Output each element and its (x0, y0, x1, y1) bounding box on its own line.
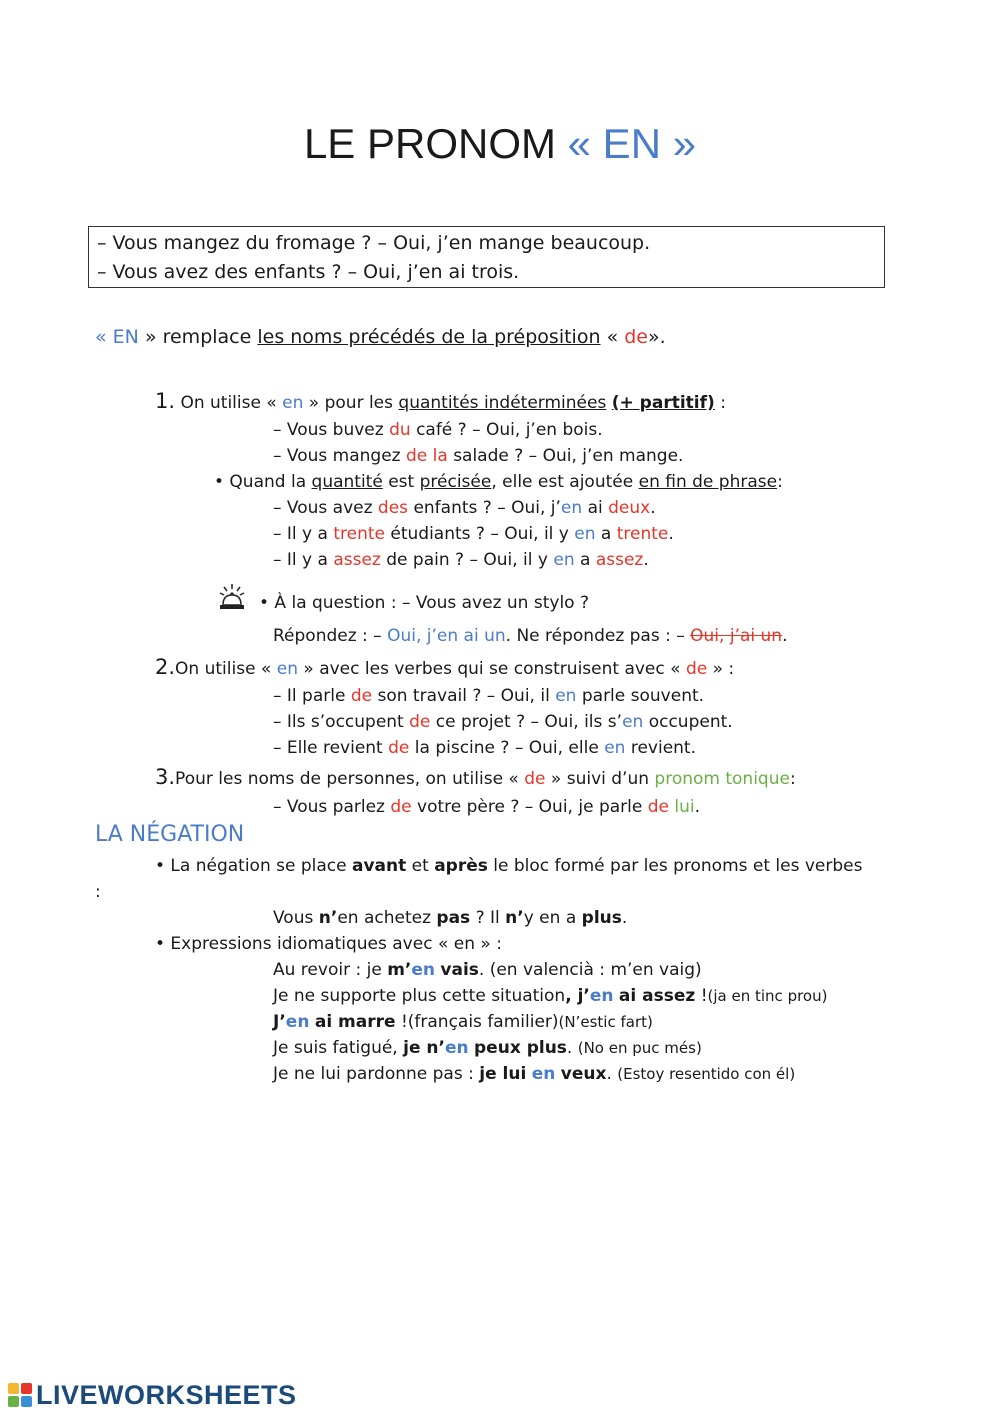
title-highlight: « EN » (567, 120, 697, 167)
quote-close: ». (647, 326, 666, 348)
s2-example-1 (273, 684, 704, 708)
text: » pour les (308, 393, 393, 413)
de-word: de (388, 738, 410, 758)
text: : (789, 769, 796, 789)
bold-text: peux plus (474, 1038, 567, 1058)
text: ai (587, 498, 603, 518)
quantity-word: trente (333, 524, 385, 544)
translation: (Estoy resentido con él) (617, 1065, 796, 1083)
text: • Quand la (214, 472, 307, 492)
correct-answer: Oui, j’en ai un (387, 626, 506, 646)
en-word: en (560, 498, 583, 518)
s1-example-1 (273, 418, 603, 442)
en-word: en (411, 960, 435, 980)
negation-line-1 (155, 854, 862, 878)
quantity-word: des (377, 498, 409, 518)
de-word: de (685, 659, 708, 679)
en-word: en (276, 659, 298, 679)
text: café ? – Oui, j’en bois. (416, 420, 603, 440)
bold-text: ai marre (314, 1012, 396, 1032)
text: On utilise « (175, 659, 272, 679)
text: Répondez : – (273, 626, 382, 646)
text: Je ne lui pardonne pas : (273, 1064, 474, 1084)
quantity-word: assez (333, 550, 381, 570)
en-word: en (553, 550, 575, 570)
text: a (600, 524, 612, 544)
de-word: de (350, 686, 373, 706)
section-number: 1. (155, 389, 176, 413)
s2-example-2 (273, 710, 733, 734)
text: son travail ? – Oui, il (377, 686, 550, 706)
text: parle souvent. (581, 686, 705, 706)
text: de pain ? – Oui, il y (386, 550, 548, 570)
section-number: 2. (155, 655, 176, 679)
example-line-2: – Vous avez des enfants ? – Oui, j’en ai trois. (97, 261, 520, 283)
text: : (720, 393, 726, 413)
quote-open: « (606, 326, 619, 348)
underlined-text: quantité (311, 472, 383, 492)
bold-text: après (434, 856, 488, 876)
text: . (650, 498, 656, 518)
en-word: en (574, 524, 596, 544)
title-main: LE PRONOM (303, 120, 556, 167)
text: en achetez (337, 908, 431, 928)
text: • La négation se place (155, 856, 347, 876)
text: . (668, 524, 674, 544)
en-word: en (604, 738, 626, 758)
en-word: en (622, 712, 644, 732)
translation: . (en valencià : m’en vaig) (478, 960, 702, 980)
text: – Il y a (273, 550, 328, 570)
quantity-word: assez (595, 550, 644, 570)
underlined-text: précisée (419, 472, 492, 492)
partitive-word: de la (405, 446, 448, 466)
de-word: de (390, 797, 412, 817)
text: salade ? – Oui, j’en mange. (453, 446, 684, 466)
bell-icon (218, 582, 252, 612)
bold-text: , j’ (565, 986, 590, 1006)
text: » remplace (144, 326, 252, 348)
bold-underlined-text: (+ partitif) (611, 393, 715, 413)
en-word: en (555, 686, 577, 706)
text: » suivi d’un (550, 769, 649, 789)
s1-note: • À la question : – Vous avez un stylo ? (259, 593, 589, 613)
text: . (782, 626, 788, 646)
text: : (777, 472, 783, 492)
underlined-text: les noms précédés de la préposition (257, 326, 601, 348)
text: – Vous buvez (273, 420, 384, 440)
section-number: 3. (155, 765, 176, 789)
translation: (N’estic fart) (558, 1013, 653, 1031)
wrong-answer: Oui, j’ai un (690, 626, 783, 646)
text: le bloc formé par les pronoms et les verbes (493, 856, 863, 876)
en-word: en (285, 1012, 310, 1032)
s1-example-5 (273, 548, 649, 572)
liveworksheets-logo-icon (8, 1383, 32, 1407)
text: ? Il (475, 908, 500, 928)
footer-brand[interactable] (8, 1378, 297, 1412)
idiom-3 (273, 1010, 653, 1034)
footer-brand-text: LIVEWORKSHEETS (36, 1379, 297, 1410)
translation: (ja en tinc prou) (707, 987, 828, 1005)
text: On utilise « (180, 393, 277, 413)
text: a (580, 550, 591, 570)
en-word: en (444, 1038, 469, 1058)
text: » : (712, 659, 735, 679)
bold-text: je n’ (403, 1038, 445, 1058)
text: votre père ? – Oui, je parle (417, 797, 643, 817)
text: . Ne répondez pas : – (505, 626, 685, 646)
negation-colon: : (95, 882, 101, 902)
quote-open: « (95, 326, 107, 348)
idiom-2 (273, 984, 827, 1008)
en-word: en (282, 393, 304, 413)
en-word: EN (112, 326, 139, 348)
text: – Il parle (273, 686, 346, 706)
text: » avec les verbes qui se construisent avec « (303, 659, 681, 679)
de-word: de (409, 712, 431, 732)
text: ce projet ? – Oui, ils s’ (435, 712, 623, 732)
bold-text: m’ (387, 960, 412, 980)
de-word: de (624, 326, 648, 348)
text: enfants ? – Oui, j’ (413, 498, 561, 518)
s1-example-4 (273, 522, 674, 546)
negation-line-3: • Expressions idiomatiques avec « en » : (155, 934, 502, 954)
s1-answer (273, 624, 787, 648)
text: Vous (273, 908, 314, 928)
idiom-4 (273, 1036, 702, 1060)
bold-text: plus (581, 908, 622, 928)
text: !(français familier) (400, 1012, 559, 1032)
text: ! (700, 986, 708, 1006)
text: . (643, 550, 649, 570)
text: . (606, 1064, 612, 1084)
negation-line-2 (273, 906, 627, 930)
text: – Ils s’occupent (273, 712, 404, 732)
text: occupent. (648, 712, 733, 732)
s1-example-2 (273, 444, 683, 468)
quantity-word: trente (616, 524, 669, 544)
bold-text: J’ (273, 1012, 286, 1032)
text: y en a (523, 908, 577, 928)
bold-text: veux (560, 1064, 607, 1084)
text: , elle est ajoutée (491, 472, 634, 492)
tonic-pronoun-term: pronom tonique (654, 769, 790, 789)
example-box (88, 226, 885, 288)
section-1-heading (155, 389, 726, 415)
bold-text: je lui (479, 1064, 527, 1084)
quantity-word: deux (608, 498, 651, 518)
idiom-5 (273, 1062, 795, 1086)
s2-example-3 (273, 736, 696, 760)
partitive-word: du (389, 420, 411, 440)
bold-text: pas (436, 908, 471, 928)
s3-example-1 (273, 795, 700, 819)
text: Je ne supporte plus cette situation (273, 986, 566, 1006)
page-title (0, 120, 1000, 168)
de-word: de (647, 797, 669, 817)
text: . (694, 797, 701, 817)
text: Au revoir : je (273, 960, 382, 980)
negation-title: LA NÉGATION (95, 822, 245, 847)
bold-text: vais (440, 960, 479, 980)
text: est (388, 472, 415, 492)
idiom-1 (273, 958, 702, 982)
bold-text: ai assez (618, 986, 696, 1006)
section-2-heading (155, 655, 734, 681)
s1-bullet (214, 470, 783, 494)
de-word: de (524, 769, 546, 789)
text: revient. (630, 738, 697, 758)
en-word: en (589, 986, 614, 1006)
bold-text: avant (352, 856, 407, 876)
text: la piscine ? – Oui, elle (414, 738, 599, 758)
text: – Il y a (273, 524, 328, 544)
en-word: en (531, 1064, 556, 1084)
intro-sentence (95, 324, 666, 350)
tonic-pronoun: lui (674, 797, 695, 817)
text: étudiants ? – Oui, il y (390, 524, 569, 544)
text: – Vous parlez (273, 797, 385, 817)
underlined-text: quantités indéterminées (398, 393, 607, 413)
text: . (621, 908, 628, 928)
text: – Elle revient (273, 738, 383, 758)
text: et (411, 856, 429, 876)
example-line-1: – Vous mangez du fromage ? – Oui, j’en mange beaucoup. (97, 232, 651, 254)
underlined-text: en fin de phrase (638, 472, 778, 492)
s1-example-3 (273, 496, 656, 520)
bold-text: n’ (505, 908, 524, 928)
translation: (No en puc més) (577, 1039, 702, 1057)
text: – Vous avez (273, 498, 373, 518)
text: . (566, 1038, 573, 1058)
text: – Vous mangez (273, 446, 401, 466)
text: Pour les noms de personnes, on utilise « (175, 769, 519, 789)
section-3-heading (155, 765, 796, 791)
text: Je suis fatigué, (273, 1038, 398, 1058)
bold-text: n’ (318, 908, 338, 928)
